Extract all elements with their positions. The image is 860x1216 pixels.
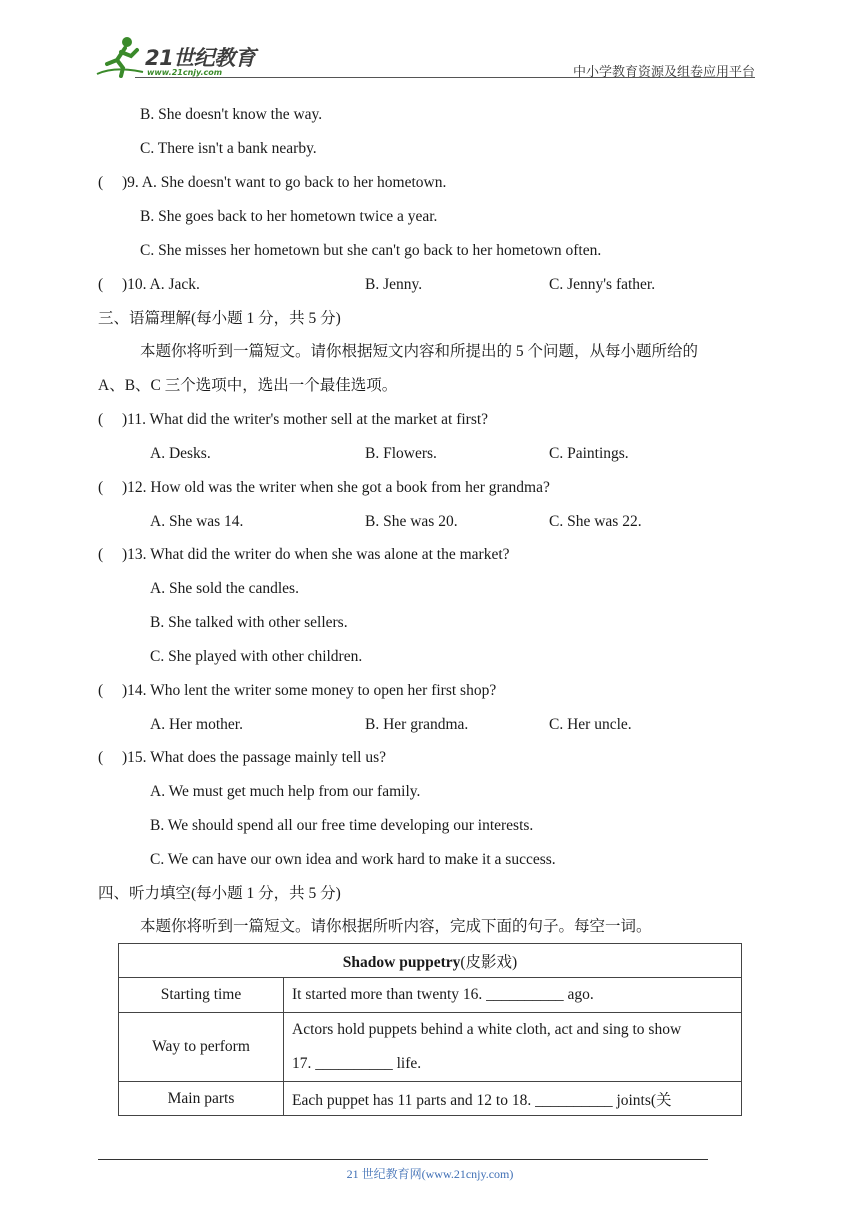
q13-option-c: C. She played with other children. xyxy=(150,648,363,665)
q8-option-b: B. She doesn't know the way. xyxy=(140,106,323,123)
q9-text: )9. A. She doesn't want to go back to her hometown. xyxy=(122,174,447,191)
table-title-rest: (皮影戏) xyxy=(460,953,518,971)
site-logo[interactable] xyxy=(95,34,265,78)
runner-icon xyxy=(95,34,147,78)
question-10 xyxy=(98,275,200,295)
row-label: Way to perform xyxy=(119,1013,284,1082)
answer-blank[interactable]: ( xyxy=(98,546,104,563)
answer-blank[interactable]: ( xyxy=(98,411,104,428)
q12-option-b: B. She was 20. xyxy=(365,513,458,530)
question-13 xyxy=(98,545,510,565)
q14-text: )14. Who lent the writer some money to open her first shop? xyxy=(122,682,497,699)
q10-option-b: B. Jenny. xyxy=(365,276,423,293)
table-header-row xyxy=(119,944,742,978)
q12-option-a: A. She was 14. xyxy=(150,513,244,530)
table-row xyxy=(119,1082,742,1116)
table-title-bold: Shadow puppetry xyxy=(342,953,461,971)
answer-blank[interactable]: ( xyxy=(98,749,104,766)
q11-text: )11. What did the writer's mother sell at the market at first? xyxy=(122,411,489,428)
row-value[interactable]: It started more than twenty 16. __________ ago. xyxy=(284,978,742,1013)
q15-option-a: A. We must get much help from our family. xyxy=(150,783,421,800)
q13-text: )13. What did the writer do when she was alone at the market? xyxy=(122,546,510,563)
answer-blank[interactable]: ( xyxy=(98,682,104,699)
q11-option-c: C. Paintings. xyxy=(549,445,629,462)
section-3-intro-cont: A、B、C 三个选项中，选出一个最佳选项。 xyxy=(98,377,398,394)
q13-option-b: B. She talked with other sellers. xyxy=(150,614,348,631)
q13-option-a: A. She sold the candles. xyxy=(150,580,299,597)
q14-option-a: A. Her mother. xyxy=(150,716,243,733)
question-9 xyxy=(98,173,446,193)
section-3-title: 三、语篇理解(每小题 1 分，共 5 分) xyxy=(98,310,341,327)
logo-brand: 21世纪教育 xyxy=(145,46,256,70)
table-row xyxy=(119,1013,742,1082)
q8-option-c: C. There isn't a bank nearby. xyxy=(140,140,317,157)
section-4-intro: 本题你将听到一篇短文。请你根据所听内容，完成下面的句子。每空一词。 xyxy=(140,918,652,935)
shadow-puppetry-table xyxy=(118,943,742,1116)
row-value-line-2: 17. __________ life. xyxy=(292,1055,422,1072)
header-tagline: 中小学教育资源及组卷应用平台 xyxy=(572,65,755,80)
q9-option-c: C. She misses her hometown but she can't go back to her hometown often. xyxy=(140,242,602,259)
question-15 xyxy=(98,748,386,768)
q15-option-c: C. We can have our own idea and work hard to make it a success. xyxy=(150,851,556,868)
q15-text: )15. What does the passage mainly tell us? xyxy=(122,749,387,766)
q11-option-a: A. Desks. xyxy=(150,445,211,462)
page-header xyxy=(95,30,755,80)
answer-blank[interactable]: ( xyxy=(98,276,104,293)
answer-blank[interactable]: ( xyxy=(98,479,104,496)
row-label: Main parts xyxy=(119,1082,284,1116)
row-value[interactable] xyxy=(284,1013,742,1082)
question-14 xyxy=(98,681,496,701)
table-title xyxy=(119,944,742,978)
answer-blank[interactable]: ( xyxy=(98,174,104,191)
logo-url: www.21cnjy.com xyxy=(147,68,223,77)
table-row xyxy=(119,978,742,1013)
footer-link[interactable]: 21 世纪教育网(www.21cnjy.com) xyxy=(346,1167,514,1181)
q11-option-b: B. Flowers. xyxy=(365,445,437,462)
row-value-line-1: Actors hold puppets behind a white cloth, act and sing to show xyxy=(292,1021,682,1038)
section-4-title: 四、听力填空(每小题 1 分，共 5 分) xyxy=(98,885,341,902)
q14-option-b: B. Her grandma. xyxy=(365,716,469,733)
q9-option-b: B. She goes back to her hometown twice a year. xyxy=(140,208,438,225)
q12-option-c: C. She was 22. xyxy=(549,513,642,530)
header-divider xyxy=(135,77,755,78)
footer-divider xyxy=(98,1159,708,1160)
q15-option-b: B. We should spend all our free time developing our interests. xyxy=(150,817,534,834)
q10-option-c: C. Jenny's father. xyxy=(549,276,656,293)
q10-text: )10. A. Jack. xyxy=(122,276,200,293)
section-3-intro: 本题你将听到一篇短文。请你根据短文内容和所提出的 5 个问题，从每小题所给的 xyxy=(140,343,699,360)
row-label: Starting time xyxy=(119,978,284,1013)
q14-option-c: C. Her uncle. xyxy=(549,716,632,733)
question-11 xyxy=(98,410,488,430)
q12-text: )12. How old was the writer when she got a book from her grandma? xyxy=(122,479,550,496)
row-value[interactable]: Each puppet has 11 parts and 12 to 18. __________ joints(关 xyxy=(284,1082,742,1116)
question-12 xyxy=(98,478,550,498)
